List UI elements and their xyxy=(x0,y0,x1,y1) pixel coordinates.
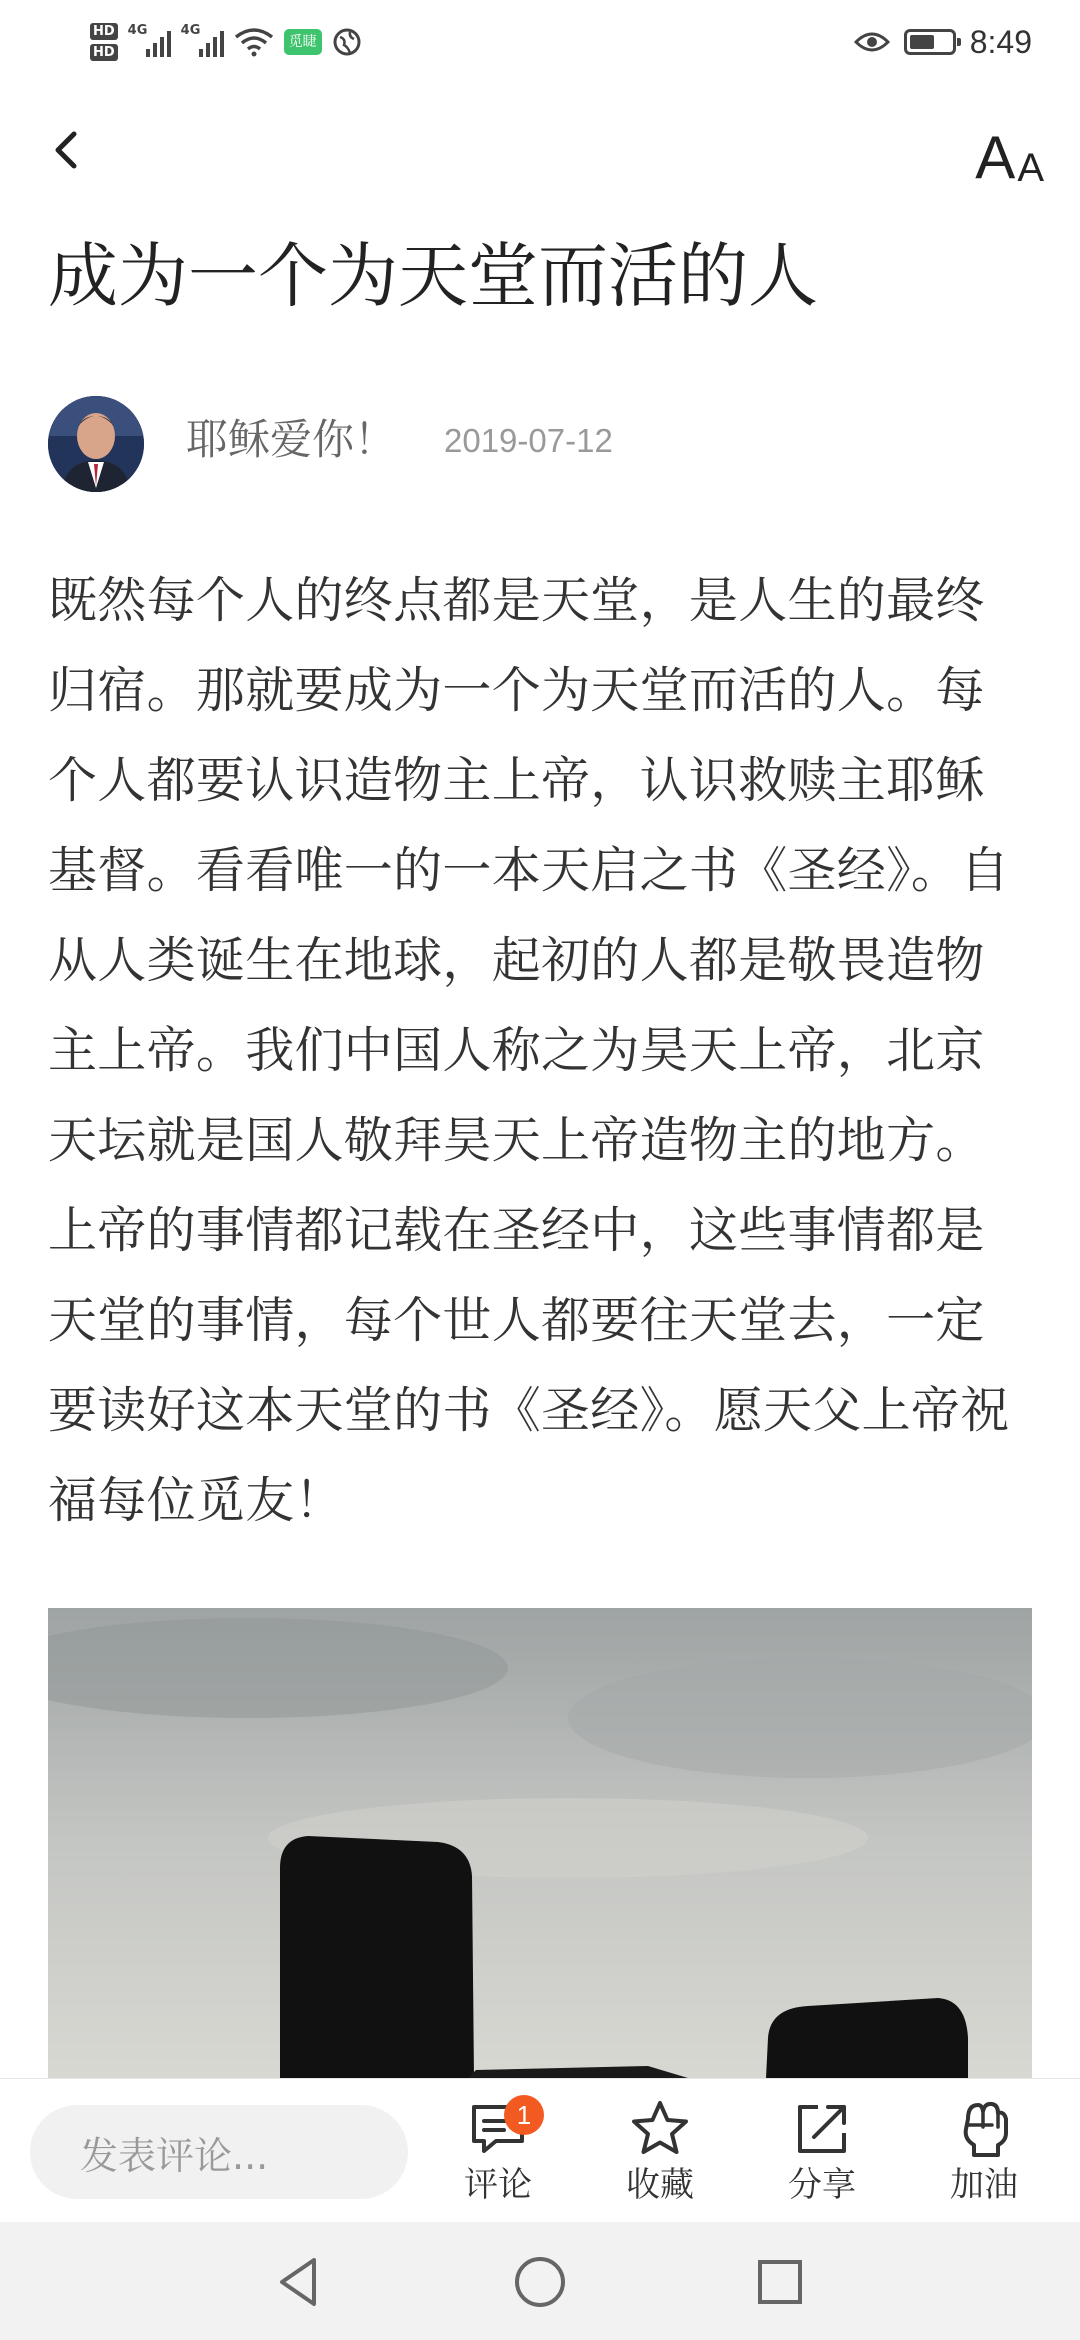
status-left xyxy=(90,14,362,70)
back-button[interactable] xyxy=(44,118,84,182)
nav-home-icon[interactable] xyxy=(510,2252,570,2312)
status-bar xyxy=(0,0,1080,84)
font-size-button[interactable] xyxy=(975,118,1044,191)
avatar[interactable] xyxy=(48,396,144,492)
fist-icon xyxy=(952,2097,1016,2161)
article-title: 成为一个为天堂而活的人 xyxy=(48,235,818,317)
app-notification-badge: 觅睫 xyxy=(284,29,322,55)
font-size-glyph-small: A xyxy=(1017,146,1044,190)
battery-icon xyxy=(904,29,956,55)
cheer-label: 加油 xyxy=(950,2165,1018,2205)
network-type-label: 4G xyxy=(127,23,148,38)
comment-button[interactable] xyxy=(438,2097,558,2217)
hd-badge-1: HD xyxy=(90,23,118,40)
favorite-button[interactable] xyxy=(600,2097,720,2217)
hd-badge-2: HD xyxy=(90,44,118,61)
avatar-image xyxy=(48,396,144,492)
wifi-icon xyxy=(234,27,274,57)
favorite-label: 收藏 xyxy=(626,2165,694,2205)
comment-input[interactable]: 发表评论... xyxy=(30,2105,408,2199)
publish-date: 2019-07-12 xyxy=(444,422,613,459)
nav-recents-icon[interactable] xyxy=(750,2252,810,2312)
nav-back-icon[interactable] xyxy=(270,2252,330,2312)
article-body: 既然每个人的终点都是天堂，是人生的最终归宿。那就要成为一个为天堂而活的人。每个人都要认识造物主上帝，认识救赎主耶稣基督。看看唯一的一本天启之书《圣经》。自从人类诞生在地球，起初的人都是敬畏造物主上帝。我们中国人称之为昊天上帝，北京天坛就是国人敬拜昊天上帝造物主的地方。上帝的事情都记载在圣经中，这些事情都是天堂的事情，每个世人都要往天堂去，一定要读好这本天堂的书《圣经》。愿天父上帝祝福每位觅友！ xyxy=(48,572,1010,1529)
star-icon xyxy=(628,2097,692,2161)
font-size-glyph-big: A xyxy=(975,124,1016,191)
share-icon xyxy=(790,2097,854,2161)
share-label: 分享 xyxy=(788,2165,856,2205)
hd-indicators xyxy=(90,23,118,61)
cheer-button[interactable] xyxy=(924,2097,1044,2217)
status-right xyxy=(854,14,1032,70)
comment-count-badge: 1 xyxy=(504,2095,544,2135)
network-type-label-2: 4G xyxy=(180,23,201,38)
comment-label: 评论 xyxy=(464,2165,532,2205)
signal-icon xyxy=(127,23,171,57)
globe-icon xyxy=(332,27,362,57)
system-nav-bar xyxy=(0,2222,1080,2340)
author-name[interactable]: 耶稣爱你！ xyxy=(186,415,397,464)
status-time: 8:49 xyxy=(969,23,1032,60)
signal-icon-2 xyxy=(180,23,224,57)
action-bar xyxy=(0,2078,1080,2223)
share-button[interactable] xyxy=(762,2097,882,2217)
eye-icon xyxy=(854,28,890,56)
article-image xyxy=(48,1608,1032,2078)
